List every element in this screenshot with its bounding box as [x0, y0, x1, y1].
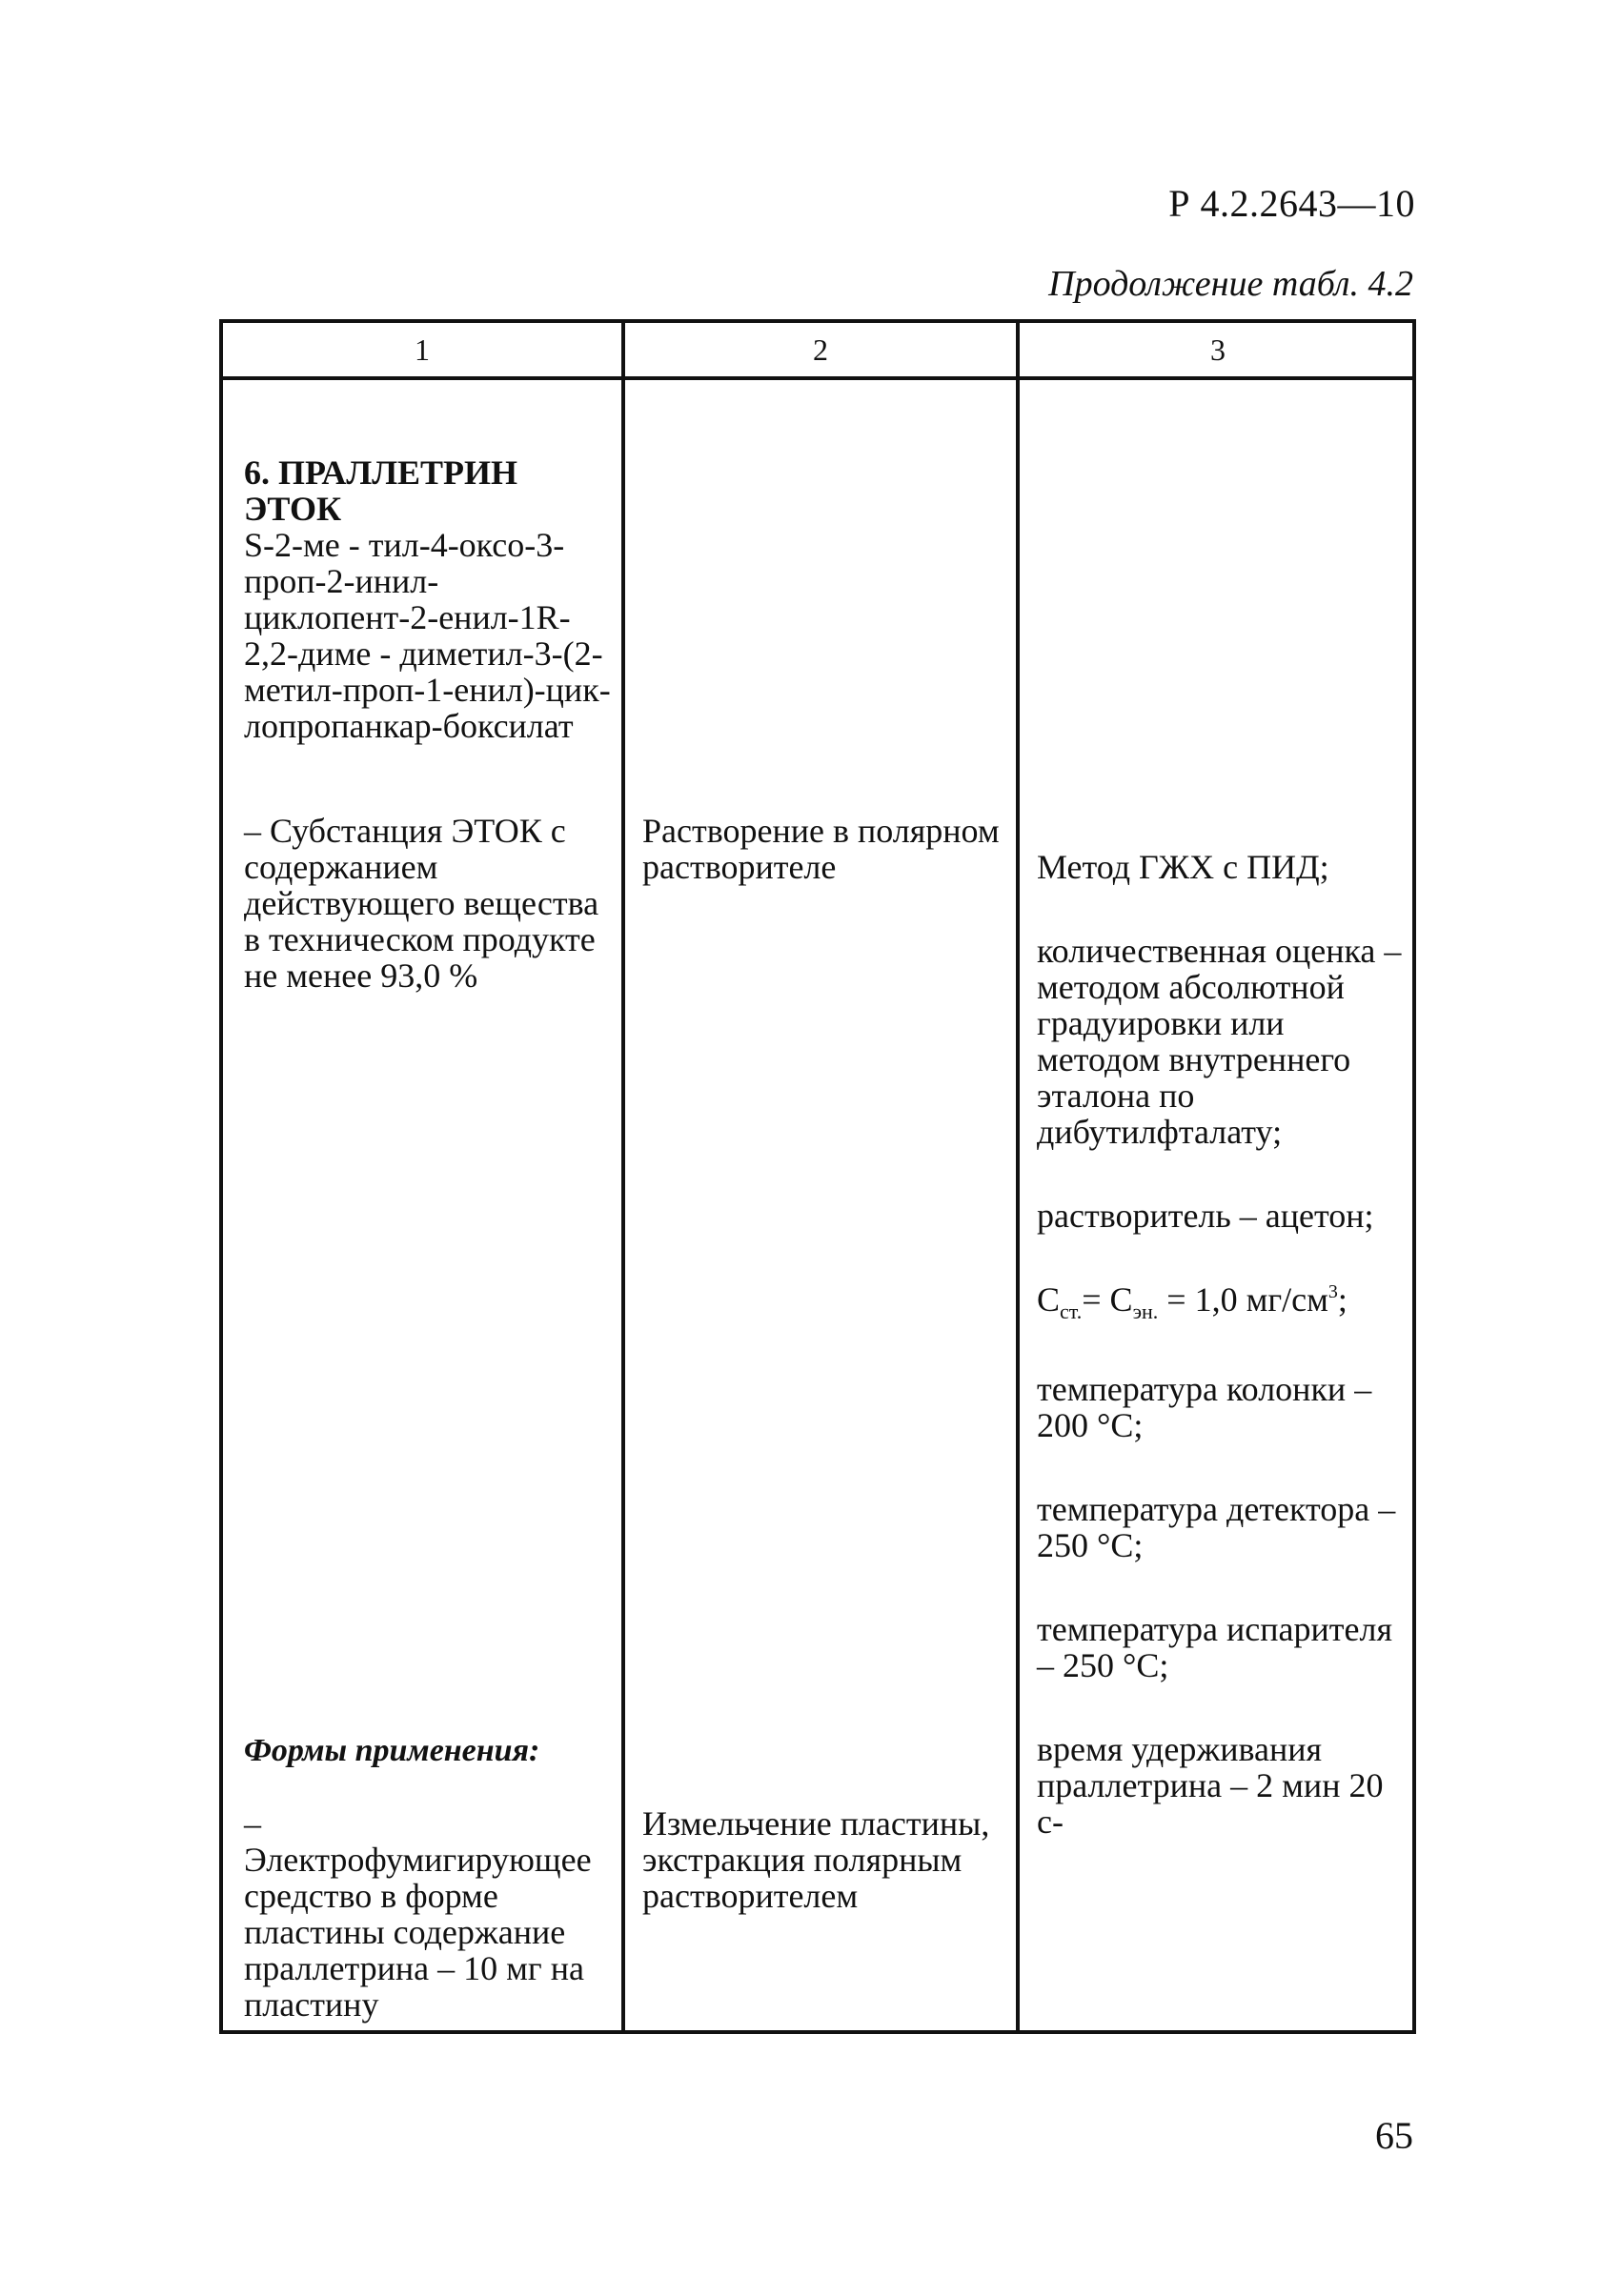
compound-name-chemical: S-2-ме - тил-4-оксо-3-проп-2-инил-циклопент-2-енил-1R-2,2-диме - диметил-3-(2-метил-проп-1-енил)-цик-лопропанкар-боксилат: [244, 526, 611, 745]
forms-heading: Формы применения:: [244, 1733, 540, 1768]
page-number: 65: [1375, 2114, 1413, 2157]
substance-method: [1037, 813, 1408, 1887]
column-temp-line: температура колонки – 200 °С;: [1037, 1370, 1372, 1444]
forms-description: – Электрофумигирующее средство в форме пластины содержание праллетрина – 10 мг на пластину: [244, 1804, 592, 2024]
table-caption: Продолжение табл. 4.2: [1048, 264, 1413, 304]
column-divider-1: [621, 323, 625, 2030]
substance-preparation: Растворение в полярном растворителе: [642, 812, 1000, 886]
conc-superscript: 3: [1327, 1281, 1338, 1302]
compound-name: [244, 418, 616, 744]
conc-subscript-2: эн.: [1132, 1299, 1159, 1323]
methods-table: [219, 319, 1416, 2034]
conc-symbol-2: = С: [1082, 1280, 1133, 1319]
document-number: Р 4.2.2643—10: [1168, 182, 1415, 225]
conc-subscript-1: ст.: [1060, 1299, 1083, 1323]
conc-value: = 1,0 мг/см: [1166, 1280, 1328, 1319]
forms-preparation: Измельчение пластины, экстракция полярным растворителем: [642, 1804, 990, 1915]
column-header-3: 3: [1210, 332, 1226, 367]
concentration-line: [1037, 1281, 1408, 1323]
compound-name-bold: 6. ПРАЛЛЕТРИН ЭТОК: [244, 453, 518, 528]
solvent-line: растворитель – ацетон;: [1037, 1197, 1374, 1235]
conc-end: ;: [1337, 1280, 1347, 1319]
method-line: Метод ГЖХ с ПИД;: [1037, 848, 1329, 886]
column-header-1: 1: [415, 332, 430, 367]
table-header-row: [223, 323, 1412, 380]
conc-symbol-1: С: [1037, 1280, 1061, 1319]
substance-description: – Субстанция ЭТОК с содержанием действующего вещества в техническом продукте не менее 93,0 %: [244, 812, 599, 995]
column-divider-2: [1016, 323, 1020, 2030]
retention-line: время удерживания праллетрина – 2 мин 20 с-: [1037, 1730, 1384, 1841]
quantitative-line: количественная оценка – методом абсолютной градуировки или методом внутреннего эталона по дибутилфталату;: [1037, 932, 1402, 1151]
evaporator-temp-line: температура испарителя – 250 °С;: [1037, 1610, 1393, 1684]
column-header-2: 2: [813, 332, 828, 367]
detector-temp-line: температура детектора – 250 °С;: [1037, 1490, 1396, 1564]
